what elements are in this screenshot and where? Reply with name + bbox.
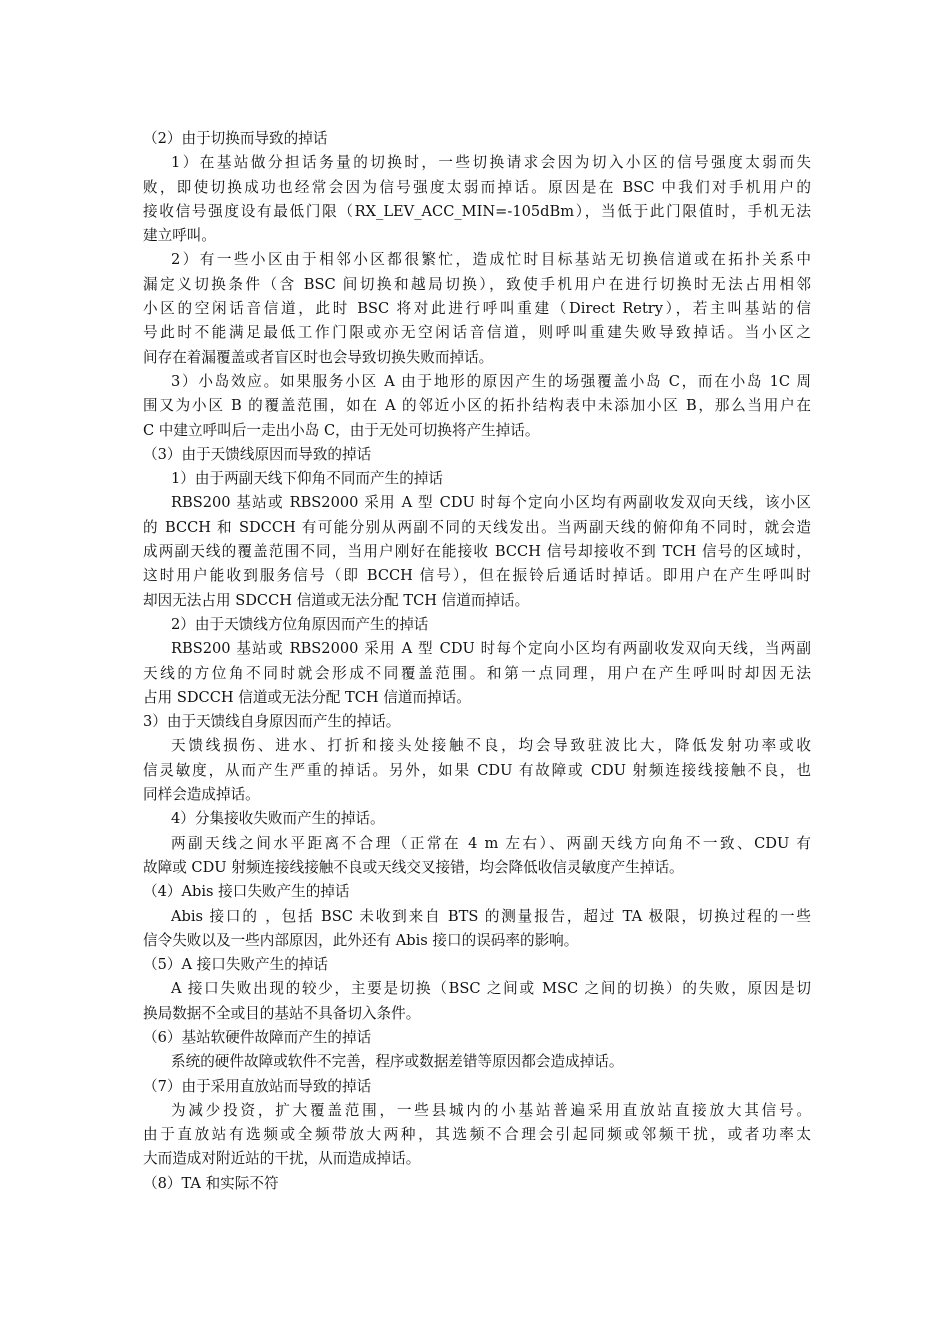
text-line: 接收信号强度设有最低门限（RX_LEV_ACC_MIN=-105dBm），当低于此门限值时，手机无法 [143, 202, 811, 220]
text-line: 这时用户能收到服务信号（即 BCCH 信号），但在振铃后通话时掉话。即用户在产生呼叫时 [143, 567, 811, 585]
text-line: （3）由于天馈线原因而导致的掉话 [143, 445, 372, 463]
text-line: 故障或 CDU 射频连接线接触不良或天线交叉接错，均会降低收信灵敏度产生掉话。 [143, 858, 684, 876]
text-line: RBS200 基站或 RBS2000 采用 A 型 CDU 时每个定向小区均有两副收发双向天线，该小区 [171, 494, 811, 512]
text-line: （6）基站软硬件故障而产生的掉话 [143, 1028, 372, 1046]
text-line: RBS200 基站或 RBS2000 采用 A 型 CDU 时每个定向小区均有两副收发双向天线，当两副 [171, 640, 811, 658]
text-line: 信令失败以及一些内部原因，此外还有 Abis 接口的误码率的影响。 [143, 931, 579, 949]
text-line: （5）A 接口失败产生的掉话 [143, 956, 328, 974]
text-line: 的 BCCH 和 SDCCH 有可能分别从两副不同的天线发出。当两副天线的俯仰角不同时，就会造 [143, 518, 811, 536]
text-line: 大而造成对附近站的干扰，从而造成掉话。 [143, 1150, 421, 1168]
text-line: 4）分集接收失败而产生的掉话。 [171, 810, 385, 828]
text-line: 漏定义切换条件（含 BSC 间切换和越局切换），致使手机用户在进行切换时无法占用相邻 [143, 275, 811, 293]
text-line: 由于直放站有选频或全频带放大两种，其选频不合理会引起同频或邻频干扰，或者功率太 [143, 1126, 811, 1144]
text-line: A 接口失败出现的较少，主要是切换（BSC 之间或 MSC 之间的切换）的失败，原因是切 [171, 980, 811, 998]
text-line: 围又为小区 B 的覆盖范围，如在 A 的邻近小区的拓扑结构表中未添加小区 B，那么当用户在 [143, 397, 811, 415]
text-line: 信灵敏度，从而产生严重的掉话。另外，如果 CDU 有故障或 CDU 射频连接线接触不良，也 [143, 761, 811, 779]
text-line: 1）在基站做分担话务量的切换时，一些切换请求会因为切入小区的信号强度太弱而失 [171, 154, 811, 172]
text-line: 同样会造成掉话。 [143, 786, 260, 804]
text-line: C 中建立呼叫后一走出小岛 C，由于无处可切换将产生掉话。 [143, 421, 540, 439]
text-line: 却因无法占用 SDCCH 信道或无法分配 TCH 信道而掉话。 [143, 591, 530, 609]
text-line: 号此时不能满足最低工作门限或亦无空闲话音信道，则呼叫重建失败导致掉话。当小区之 [143, 324, 811, 342]
text-line: 败，即使切换成功也经常会因为信号强度太弱而掉话。原因是在 BSC 中我们对手机用户的 [143, 178, 811, 196]
text-line: 为减少投资，扩大覆盖范围，一些县城内的小基站普遍采用直放站直接放大其信号。 [171, 1101, 811, 1119]
text-line: 间存在着漏覆盖或者盲区时也会导致切换失败而掉话。 [143, 348, 494, 366]
text-line: （8）TA 和实际不符 [143, 1174, 279, 1192]
text-line: 3）小岛效应。如果服务小区 A 由于地形的原因产生的场强覆盖小岛 C，而在小岛 1C 周 [171, 372, 811, 390]
text-line: （7）由于采用直放站而导致的掉话 [143, 1077, 372, 1095]
text-line: 占用 SDCCH 信道或无法分配 TCH 信道而掉话。 [143, 688, 471, 706]
text-line: 换局数据不全或目的基站不具备切入条件。 [143, 1004, 421, 1022]
document-body [143, 127, 811, 1196]
text-line: （4）Abis 接口失败产生的掉话 [143, 883, 350, 901]
text-line: 2）由于天馈线方位角原因而产生的掉话 [171, 615, 429, 633]
text-line: 天线的方位角不同时就会形成不同覆盖范围。和第一点同理，用户在产生呼叫时却因无法 [143, 664, 811, 682]
text-line: 天馈线损伤、进水、打折和接头处接触不良，均会导致驻波比大，降低发射功率或收 [171, 737, 811, 755]
text-line: 两副天线之间水平距离不合理（正常在 4 m 左右）、两副天线方向角不一致、CDU 有 [171, 834, 811, 852]
text-line: 3）由于天馈线自身原因而产生的掉话。 [143, 713, 401, 731]
text-line: 1）由于两副天线下仰角不同而产生的掉话 [171, 470, 443, 488]
text-line: （2）由于切换而导致的掉话 [143, 130, 328, 147]
text-line: 2）有一些小区由于相邻小区都很繁忙，造成忙时目标基站无切换信道或在拓扑关系中 [171, 251, 811, 269]
text-line: 成两副天线的覆盖范围不同，当用户刚好在能接收 BCCH 信号却接收不到 TCH 信号的区域时， [143, 543, 811, 561]
text-line: 系统的硬件故障或软件不完善，程序或数据差错等原因都会造成掉话。 [171, 1053, 624, 1071]
text-line: 小区的空闲话音信道，此时 BSC 将对此进行呼叫重建（Direct Retry），若主叫基站的信 [143, 300, 811, 318]
text-line: Abis 接口的 ，包括 BSC 未收到来自 BTS 的测量报告，超过 TA 极限，切换过程的一些 [171, 907, 811, 925]
text-line: 建立呼叫。 [143, 227, 216, 245]
